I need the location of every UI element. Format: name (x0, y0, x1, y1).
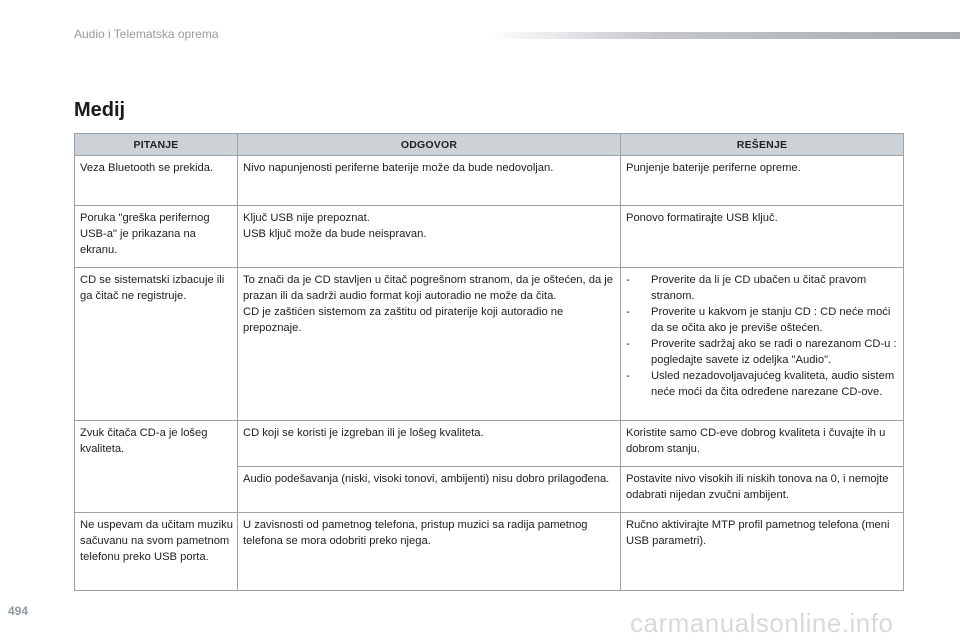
question-text: CD se sistematski izbacuje ili ga čitač ne registruje. (80, 274, 225, 302)
solution-steps-list (626, 272, 899, 400)
section-title: Medij (74, 99, 126, 121)
column-header-question: PITANJE (75, 134, 238, 156)
question-cell (75, 156, 238, 206)
solution-text: Postavite nivo visokih ili niskih tonova na 0, i nemojte odabrati nijedan zvučni ambijent. (626, 473, 889, 501)
answer-text: CD je zaštićen sistemom za zaštitu od piraterije koji autoradio ne prepoznaje. (243, 306, 564, 334)
list-item: - Proverite sadržaj ako se radi o narezanom CD-u : pogledajte savete iz odeljka "Audio". (626, 338, 897, 366)
answer-text: USB ključ može da bude neispravan. (243, 228, 427, 240)
answer-cell (238, 467, 621, 513)
table-row (75, 421, 904, 467)
troubleshooting-table (74, 133, 904, 591)
question-cell (75, 268, 238, 421)
table-row (75, 268, 904, 421)
list-item: - Proverite u kakvom je stanju CD : CD neće moći da se očita ako je previše oštećen. (626, 306, 891, 334)
table-header-row (75, 134, 904, 156)
answer-cell (238, 206, 621, 268)
list-marker: - (626, 306, 630, 318)
answer-text: Audio podešavanja (niski, visoki tonovi, ambijenti) nisu dobro prilagođena. (243, 473, 610, 485)
page-number: 494 (8, 604, 29, 618)
table-row (75, 513, 904, 591)
answer-cell (238, 421, 621, 467)
answer-cell (238, 513, 621, 591)
question-text: Poruka "greška perifernog USB-a" je prikazana na ekranu. (80, 212, 210, 256)
list-marker: - (626, 370, 630, 382)
question-cell (75, 421, 238, 513)
solution-cell (621, 206, 904, 268)
solution-text: Ručno aktivirajte MTP profil pametnog telefona (meni USB parametri). (626, 519, 890, 547)
list-marker: - (626, 338, 630, 350)
list-marker: - (626, 274, 630, 286)
solution-text: Ponovo formatirajte USB ključ. (626, 212, 778, 224)
answer-cell (238, 268, 621, 421)
table-row (75, 156, 904, 206)
solution-cell (621, 156, 904, 206)
column-header-answer: ODGOVOR (238, 134, 621, 156)
question-text: Ne uspevam da učitam muziku sačuvanu na svom pametnom telefonu preko USB porta. (80, 519, 233, 563)
answer-text: CD koji se koristi je izgreban ili je lošeg kvaliteta. (243, 427, 484, 439)
watermark: carmanualsonline.info (630, 608, 894, 638)
table-row (75, 206, 904, 268)
question-text: Veza Bluetooth se prekida. (80, 162, 214, 174)
header-decorative-bar (490, 32, 960, 39)
answer-text: U zavisnosti od pametnog telefona, pristup muzici sa radija pametnog telefona se mora odobriti preko njega. (243, 519, 588, 547)
column-header-solution: REŠENJE (621, 134, 904, 156)
list-item: - Proverite da li je CD ubačen u čitač pravom stranom. (626, 274, 867, 302)
solution-cell (621, 467, 904, 513)
answer-text: To znači da je CD stavljen u čitač pogrešnom stranom, da je oštećen, da je prazan ili da sadrži audio format koji autoradio ne može da čita. (243, 274, 614, 302)
answer-text: Nivo napunjenosti periferne baterije može da bude nedovoljan. (243, 162, 554, 174)
solution-text: Koristite samo CD-eve dobrog kvaliteta i čuvajte ih u dobrom stanju. (626, 427, 886, 455)
solution-cell (621, 421, 904, 467)
solution-cell (621, 268, 904, 421)
question-cell (75, 513, 238, 591)
solution-cell (621, 513, 904, 591)
question-text: Zvuk čitača CD-a je lošeg kvaliteta. (80, 427, 208, 455)
solution-text: Punjenje baterije periferne opreme. (626, 162, 801, 174)
page-header-title: Audio i Telematska oprema (74, 27, 219, 41)
question-cell (75, 206, 238, 268)
answer-cell (238, 156, 621, 206)
answer-text: Ključ USB nije prepoznat. (243, 212, 370, 224)
list-item: - Usled nezadovoljavajućeg kvaliteta, audio sistem neće moći da čita određene narezane CD-ove. (626, 370, 895, 398)
